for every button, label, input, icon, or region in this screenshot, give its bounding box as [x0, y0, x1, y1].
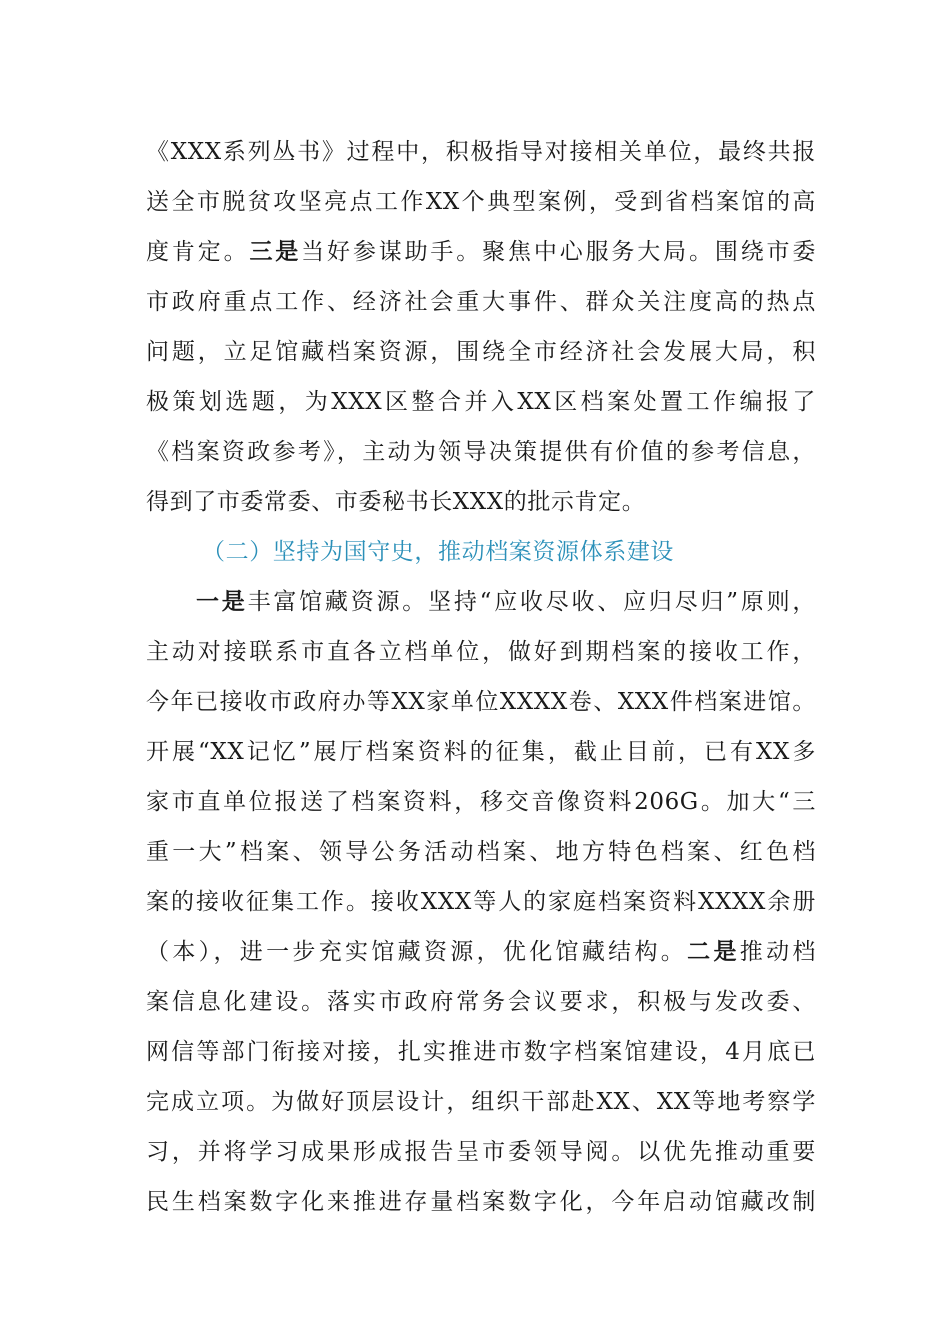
text-span: （本），进一步充实馆藏资源，优化馆藏结构。	[146, 939, 688, 965]
text-line: 《档案资政参考》，主动为领导决策提供有价值的参考信息，	[146, 439, 816, 465]
paragraph-section-1	[146, 127, 816, 527]
text-line: 开展“XX记忆”展厅档案资料的征集，截止目前，已有XX多	[146, 739, 816, 765]
bold-lead: 一是	[196, 588, 248, 615]
text-line: 极策划选题，为XXX区整合并入XX区档案处置工作编报了	[146, 389, 816, 415]
text-span: 推动档	[739, 939, 816, 965]
text-line: 市政府重点工作、经济社会重大事件、群众关注度高的热点	[146, 289, 816, 315]
text-line: 《XXX系列丛书》过程中，积极指导对接相关单位，最终共报	[146, 139, 816, 165]
text-line: 得到了市委常委、市委秘书长XXX的批示肯定。	[146, 489, 646, 515]
text-line: 今年已接收市政府办等XX家单位XXXX卷、XXX件档案进馆。	[146, 689, 816, 715]
text-line: 习，并将学习成果形成报告呈市委领导阅。以优先推动重要	[146, 1139, 816, 1165]
bold-lead: 二是	[687, 938, 740, 965]
text-line: 网信等部门衔接对接，扎实推进市数字档案馆建设，4月底已	[146, 1039, 816, 1065]
text-line: 家市直单位报送了档案资料，移交音像资料206G。加大“三	[146, 789, 816, 815]
bold-lead: 三是	[249, 238, 302, 265]
text-span: 当好参谋助手。聚焦中心服务大局。围绕市委	[301, 239, 816, 265]
text-line	[146, 577, 816, 627]
section-2	[146, 527, 816, 1227]
text-line: 完成立项。为做好顶层设计，组织干部赴XX、XX等地考察学	[146, 1089, 816, 1115]
text-line: 重一大”档案、领导公务活动档案、地方特色档案、红色档	[146, 839, 816, 865]
text-span: 度肯定。	[146, 239, 250, 265]
text-line: 问题，立足馆藏档案资源，围绕全市经济社会发展大局，积	[146, 339, 816, 365]
text-line	[146, 227, 816, 277]
text-line: 主动对接联系市直各立档单位，做好到期档案的接收工作，	[146, 639, 816, 665]
section-heading: （二）坚持为国守史，推动档案资源体系建设	[202, 539, 674, 565]
text-line: 民生档案数字化来推进存量档案数字化，今年启动馆藏改制	[146, 1189, 816, 1215]
text-line: 案的接收征集工作。接收XXX等人的家庭档案资料XXXX余册	[146, 889, 816, 915]
text-line: 案信息化建设。落实市政府常务会议要求，积极与发改委、	[146, 989, 816, 1015]
text-line	[146, 927, 816, 977]
text-span: 丰富馆藏资源。坚持“应收尽收、应归尽归”原则，	[247, 589, 816, 615]
text-line: 送全市脱贫攻坚亮点工作XX个典型案例，受到省档案馆的高	[146, 189, 816, 215]
